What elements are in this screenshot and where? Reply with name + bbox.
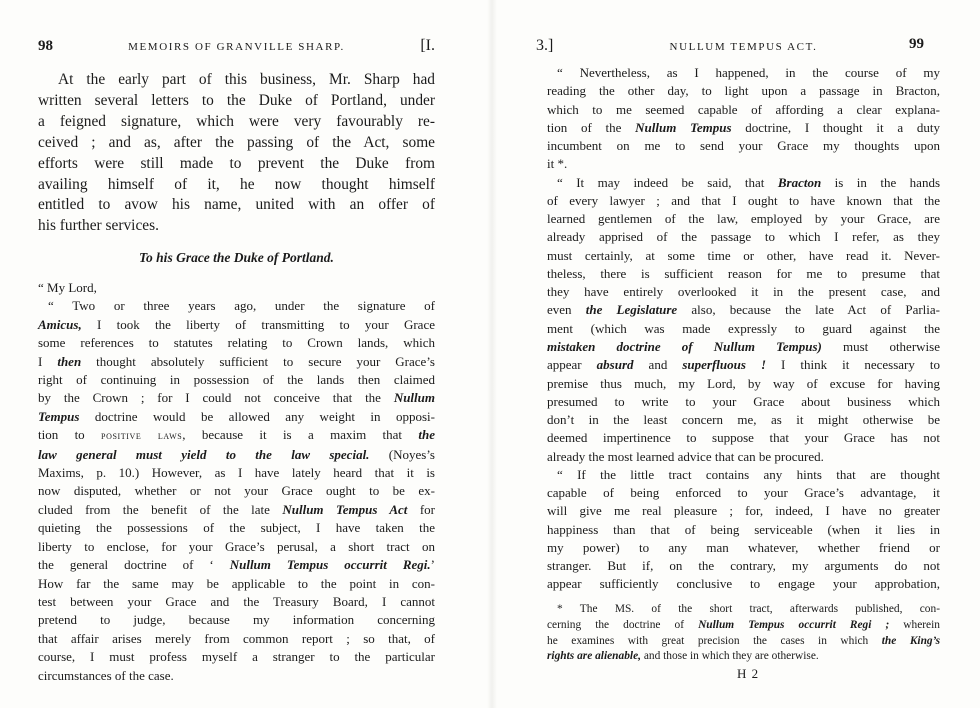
text-line: he examines with great precision the cases in which the King’s xyxy=(547,634,941,647)
text-line: I then thought absolutely sufficient to secure your Grace’s xyxy=(38,353,435,369)
text-line: Amicus, I took the liberty of transmitting to your Grace xyxy=(38,316,435,332)
running-header xyxy=(536,36,940,62)
text-line: incumbent on me to send your Grace my thoughts upon xyxy=(547,138,940,154)
chapter-mark: [I. xyxy=(420,37,435,54)
text-line: don’t in the least concern me, as it might otherwise be xyxy=(547,412,940,428)
letter-heading: To his Grace the Duke of Portland. xyxy=(139,250,334,265)
text-line: even the Legislature also, because the late Act of Parlia- xyxy=(547,302,941,318)
text-line: Tempus doctrine would be allowed any weight in opposi- xyxy=(38,408,435,424)
text-line: already the most learned advice that can be procured. xyxy=(547,448,824,464)
text-line: must certainly, at some time or other, have read it. Never- xyxy=(547,247,940,263)
text-line: premise thus much, my Lord, by way of excuse for having xyxy=(547,375,940,391)
signature-mark: H 2 xyxy=(737,666,760,681)
text-line: written several letters to the Duke of Portland, under xyxy=(38,91,435,109)
text-line: now disputed, whether or not your Grace ought to be ex- xyxy=(38,483,435,499)
text-line: some references to statutes relating to Crown lands, which xyxy=(38,335,435,351)
text-line: which to me seemed capable of affording a clear explana- xyxy=(547,101,940,117)
text-line: ceived ; and as, after the passing of the Act, some xyxy=(38,133,435,151)
text-line: “ If the little tract contains any hints that are thought xyxy=(557,466,940,482)
text-line: rights are alienable, and those in which they are otherwise. xyxy=(547,650,819,663)
text-line: “ It may indeed be said, that Bracton is in the hands xyxy=(557,174,940,190)
text-line: of every lawyer ; and that I ought to have known that the xyxy=(547,192,940,208)
text-line: they have entirely overlooked it in the present case, and xyxy=(547,284,940,300)
text-line: by the Crown ; for I could not conceive that the Nullum xyxy=(38,390,435,406)
text-line: quieting the possessions of the subject, I have taken the xyxy=(38,520,435,536)
text-line: that affair arises merely from common report ; so that, of xyxy=(38,630,435,646)
book-gutter xyxy=(487,0,497,708)
text-line: theless, there is sufficient reason for me to presume that xyxy=(547,265,940,281)
text-line: law general must yield to the law special. (Noyes’s xyxy=(38,446,435,462)
running-head-title: NULLUM TEMPUS ACT. xyxy=(669,41,818,53)
text-line: ment (which was made expressly to guard against the xyxy=(547,320,940,336)
text-line: learned gentlemen of the law, employed by your Grace, are xyxy=(547,211,940,227)
text-line: my power) to any man whatever, whether friend or xyxy=(547,539,940,555)
text-line: right of continuing in possession of the lands then claimed xyxy=(38,372,435,388)
text-line: mistaken doctrine of Nullum Tempus) must otherwise xyxy=(547,338,940,354)
text-line: appear sufficiently conclusive to engage your approbation, xyxy=(547,576,940,592)
page-number: 99 xyxy=(909,36,924,52)
page-number: 98 xyxy=(38,38,53,54)
text-line: availing himself of it, he now thought himself xyxy=(38,175,435,193)
text-line: circumstances of the case. xyxy=(38,667,174,683)
letter-continuation xyxy=(547,64,940,594)
text-line: “ Nevertheless, as I happened, in the course of my xyxy=(557,65,940,80)
text-line: “ Two or three years ago, under the signature of xyxy=(48,298,435,314)
text-line: entitled to avow his name, united with an offer of xyxy=(38,196,435,214)
letter-text xyxy=(38,279,435,685)
intro-paragraph xyxy=(38,70,435,237)
text-line: cluded from the benefit of the late Nullum Tempus Act for xyxy=(38,501,435,517)
text-line: cerning the doctrine of Nullum Tempus occurrit Regi ; wherein xyxy=(547,618,940,631)
text-line: it *. xyxy=(547,156,568,172)
footnote xyxy=(547,602,940,665)
salutation: “ My Lord, xyxy=(38,280,97,295)
text-line: appear absurd and superfluous ! I think it necessary to xyxy=(547,357,941,373)
text-line: already apprised of the passage to which I refer, as they xyxy=(547,229,940,245)
text-line: happiness than that of being serviceable (when it lies in xyxy=(547,521,940,537)
chapter-mark: 3.] xyxy=(536,37,554,54)
text-line: the general doctrine of ‘ Nullum Tempus occurrit Regi.’ xyxy=(38,557,435,573)
running-head-title: MEMOIRS OF GRANVILLE SHARP. xyxy=(128,41,345,53)
text-line: pretend to judge, because my information concerning xyxy=(38,612,435,628)
text-line: Maxims, p. 10.) However, as I have lately heard that it is xyxy=(38,465,435,481)
text-line: will give me real pleasure ; for, indeed, I have no greater xyxy=(547,503,940,519)
text-line: tion to positive laws, because it is a maxim that the xyxy=(38,427,435,443)
text-line: capable of being enforced to your Grace’s advantage, it xyxy=(547,485,940,501)
running-header xyxy=(38,38,435,62)
text-line: At the early part of this business, Mr. Sharp had xyxy=(58,71,435,88)
text-line: his further services. xyxy=(38,217,159,235)
text-line: liberty to enclose, for your Grace’s perusal, a short tract on xyxy=(38,538,435,554)
text-line: test between your Grace and the Treasury Board, I cannot xyxy=(38,593,435,609)
text-line: deemed impertinence to suppose that your Grace has not xyxy=(547,430,940,446)
text-line: reading the other day, to light upon a passage in Bracton, xyxy=(547,83,940,99)
text-line: a feigned signature, which were very favourably re- xyxy=(38,112,435,130)
text-line: stranger. But if, on the contrary, my arguments do not xyxy=(547,558,940,574)
text-line: tion of the Nullum Tempus doctrine, I thought it a duty xyxy=(547,119,940,135)
text-line: presumed to write to your Grace about business which xyxy=(547,393,940,409)
text-line: course, I must profess myself a stranger to the particular xyxy=(38,649,435,665)
text-line: efforts were still made to prevent the Duke from xyxy=(38,154,435,172)
text-line: How far the same may be applicable to the point in con- xyxy=(38,575,435,591)
text-line: * The MS. of the short tract, afterwards published, con- xyxy=(557,603,940,615)
